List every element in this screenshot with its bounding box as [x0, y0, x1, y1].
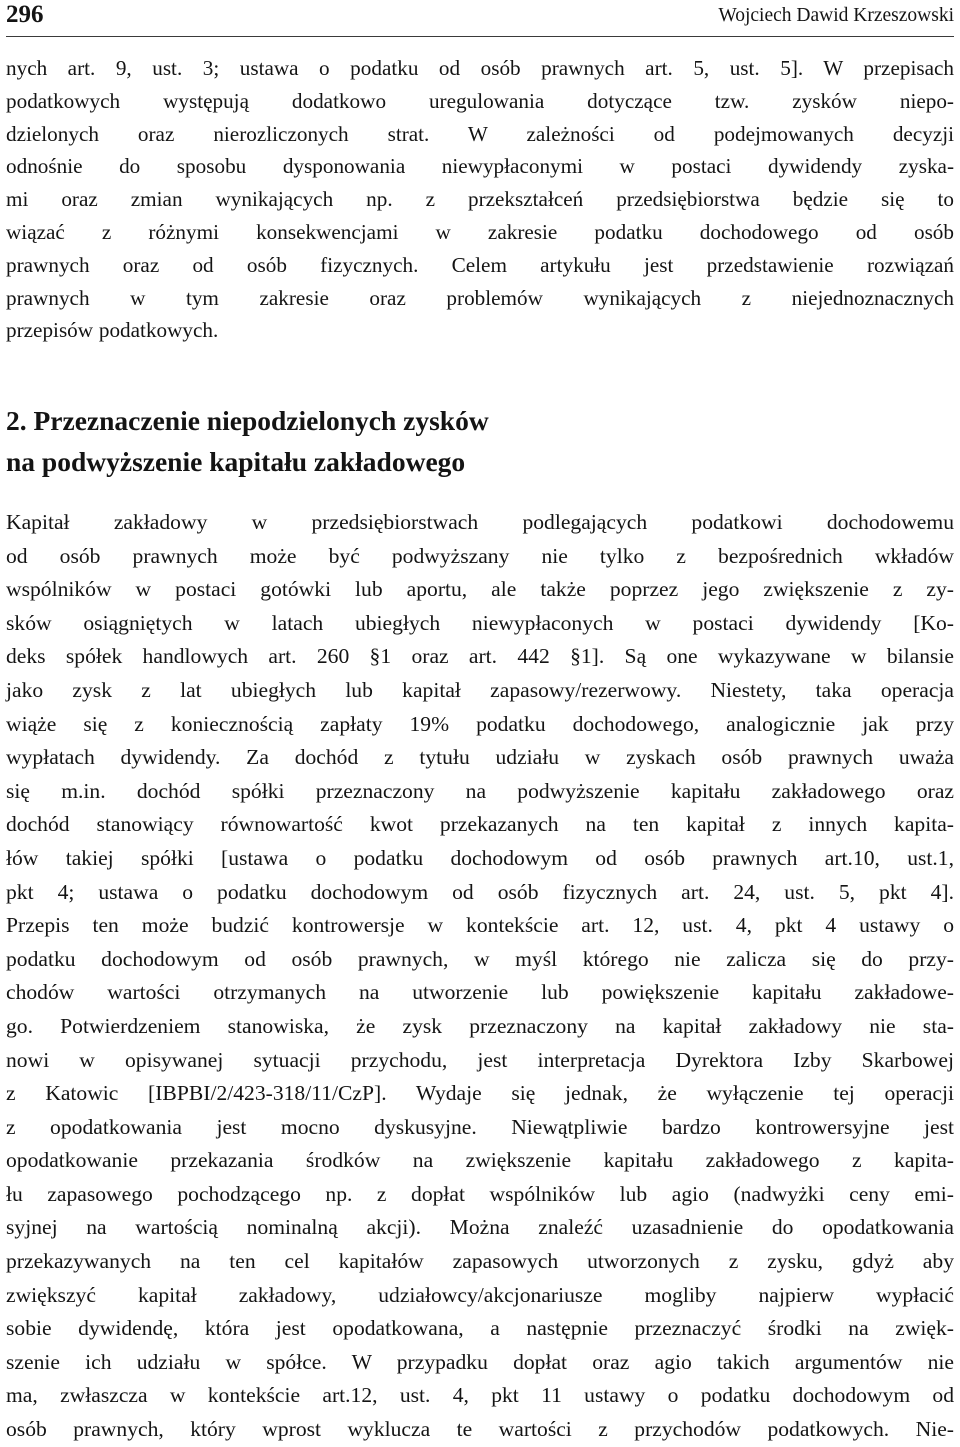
page-number: 296	[6, 1, 44, 28]
body-paragraph	[6, 506, 954, 1447]
text-line: wiązać z różnymi konsekwencjami w zakresie podatku dochodowego od osób	[6, 219, 954, 244]
text-line: pkt 4; ustawa o podatku dochodowym od osób fizycznych art. 24, ust. 5, pkt 4].	[6, 879, 954, 904]
running-header	[6, 0, 954, 37]
text-line: z opodatkowania jest mocno dyskusyjne. Niewątpliwie bardzo kontrowersyjne jest	[6, 1114, 954, 1139]
text-line: od osób prawnych może być podwyższany nie tylko z bezpośrednich wkładów	[6, 543, 954, 568]
text-line: Kapitał zakładowy w przedsiębiorstwach podlegających podatkowi dochodowemu	[6, 510, 954, 534]
text-line: jako zysk z lat ubiegłych lub kapitał zapasowy/rezerwowy. Niestety, taka operacja	[6, 677, 954, 702]
text-line: podatkowych występują dodatkowo uregulowania dotyczące tzw. zysków niepo-	[6, 88, 954, 113]
section-heading-line: 2. Przeznaczenie niepodzielonych zysków	[6, 405, 489, 436]
intro-paragraph	[6, 52, 954, 347]
text-line: łów takiej spółki [ustawa o podatku dochodowym od osób prawnych art.10, ust.1,	[6, 845, 954, 870]
text-line: przekazywanych na ten cel kapitałów zapasowych utworzonych z zysku, gdyż aby	[6, 1249, 954, 1274]
text-line: ma, zwłaszcza w kontekście art.12, ust. 4, pkt 11 ustawy o podatku dochodowym od	[6, 1383, 954, 1408]
text-line: mi oraz zmian wynikających np. z przekształceń przedsiębiorstwa będzie się to	[6, 187, 954, 212]
text-line: wspólników w postaci gotówki lub aportu, ale także poprzez jego zwiększenie z zy-	[6, 577, 954, 602]
text-line: nowi w opisywanej sytuacji przychodu, jest interpretacja Dyrektora Izby Skarbowej	[6, 1047, 954, 1072]
text-line: deks spółek handlowych art. 260 §1 oraz art. 442 §1]. Są one wykazywane w bilansie	[6, 644, 954, 669]
text-line: wiąże się z koniecznością zapłaty 19% podatku dochodowego, analogicznie jak przy	[6, 711, 954, 736]
text-line: sobie dywidendę, która jest opodatkowana, a następnie przeznaczyć środki na zwięk-	[6, 1316, 954, 1341]
section-heading-line: na podwyższenie kapitału zakładowego	[6, 446, 466, 477]
text-line: dochód stanowiący równowartość kwot przekazanych na ten kapitał z innych kapita-	[6, 812, 954, 837]
text-line: osób prawnych, który wprost wyklucza te wartości z przychodów podatkowych. Nie-	[6, 1417, 954, 1442]
text-line: sków osiągniętych w latach ubiegłych niewypłaconych w postaci dywidendy [Ko-	[6, 610, 954, 635]
text-line: dzielonych oraz nierozliczonych strat. W zależności od podejmowanych decyzji	[6, 121, 954, 146]
text-line: prawnych w tym zakresie oraz problemów wynikających z niejednoznacznych	[6, 285, 954, 310]
text-line: podatku dochodowym od osób prawnych, w myśl którego nie zalicza się do przy-	[6, 946, 954, 971]
text-line: się m.in. dochód spółki przeznaczony na podwyższenie kapitału zakładowego oraz	[6, 778, 954, 803]
text-line: Przepis ten może budzić kontrowersje w kontekście art. 12, ust. 4, pkt 4 ustawy o	[6, 913, 954, 938]
running-head-author: Wojciech Dawid Krzeszowski	[718, 5, 954, 26]
text-line: odnośnie do sposobu dysponowania niewypłaconymi w postaci dywidendy zyska-	[6, 154, 954, 179]
text-line: prawnych oraz od osób fizycznych. Celem artykułu jest przedstawienie rozwiązań	[6, 252, 954, 277]
text-line: chodów wartości otrzymanych na utworzenie lub powiększenie kapitału zakładowe-	[6, 980, 954, 1005]
text-line: przepisów podatkowych.	[6, 318, 219, 343]
text-line: szenie ich udziału w spółce. W przypadku dopłat oraz agio takich argumentów nie	[6, 1349, 954, 1374]
text-line: zwiększyć kapitał zakładowy, udziałowcy/akcjonariusze mogliby najpierw wypłacić	[6, 1282, 954, 1307]
section-heading	[6, 400, 489, 482]
text-line: łu zapasowego pochodzącego np. z dopłat wspólników lub agio (nadwyżki ceny emi-	[6, 1181, 954, 1206]
text-line: nych art. 9, ust. 3; ustawa o podatku od osób prawnych art. 5, ust. 5]. W przepisach	[6, 56, 954, 80]
text-line: wypłatach dywidendy. Za dochód z tytułu udziału w zyskach osób prawnych uważa	[6, 745, 954, 770]
text-line: opodatkowanie przekazania środków na zwiększenie kapitału zakładowego z kapita-	[6, 1148, 954, 1173]
text-line: syjnej na wartością nominalną akcji). Można znaleźć uzasadnienie do opodatkowania	[6, 1215, 954, 1240]
text-line: z Katowic [IBPBI/2/423-318/11/CzP]. Wydaje się jednak, że wyłączenie tej operacji	[6, 1081, 954, 1106]
text-line: go. Potwierdzeniem stanowiska, że zysk przeznaczony na kapitał zakładowy nie sta-	[6, 1013, 954, 1038]
